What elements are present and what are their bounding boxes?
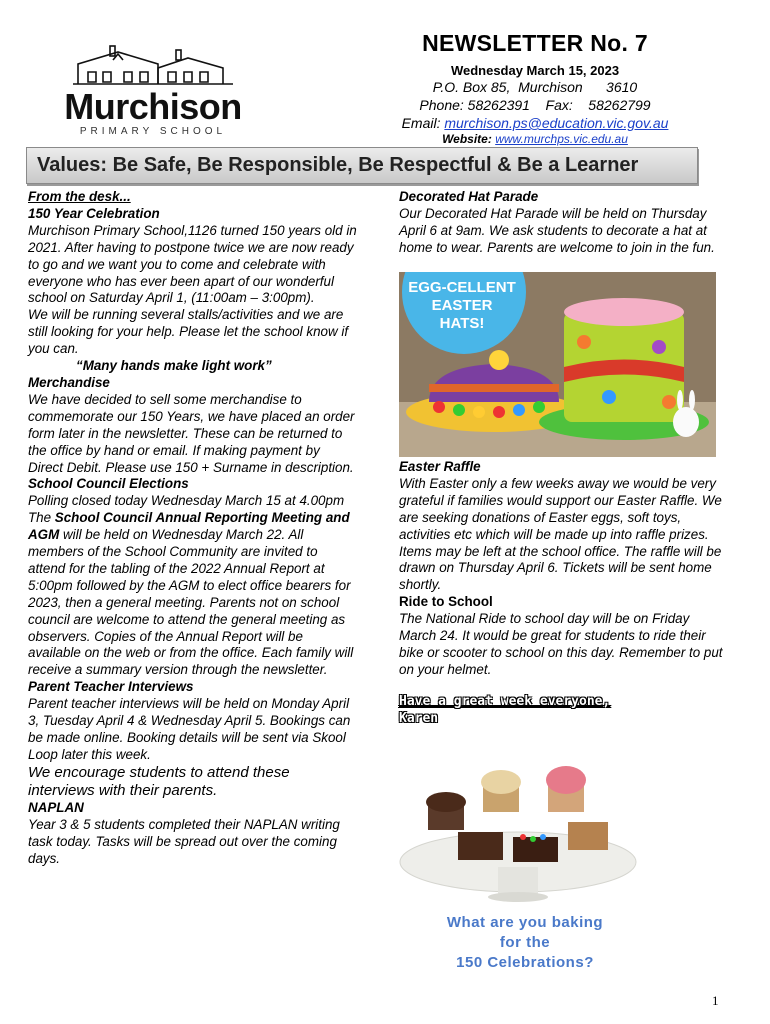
- website-line: [380, 132, 690, 146]
- email-link[interactable]: murchison.ps@education.vic.gov.au: [444, 115, 669, 131]
- hat-text: Our Decorated Hat Parade will be held on Thursday April 6 at 9am. We ask students to decorate a hat at home to wear. Parents are welcome to join in the fun.: [399, 205, 715, 255]
- phone-fax: Phone: 58262391 Fax: 58262799: [419, 97, 651, 113]
- agm-text: will be held on Wednesday March 22. All members of the School Community are invited to attend for the tabling of the 2022 Annual Report at 5:00pm followed by the AGM to elect office bearers for 2023, then a general meeting. Parents not on school council are welcome to attend the general meeting as observers. Copies of the Annual Report will be available on the web or from the office. Each family will receive a summary version through the newsletter.: [28, 527, 354, 678]
- pti-heading: Parent Teacher Interviews: [28, 679, 194, 695]
- left-column: [28, 189, 358, 867]
- celebration-text: Murchison Primary School,1126 turned 150 years old in 2021. After having to postpone twice we are now ready to go and we want you to come and celebrate with everyone who has ever been apart of our wonderful school on Saturday April 1, (11:00am – 3:00pm).: [28, 222, 357, 306]
- quote-text: “Many hands make light work”: [76, 358, 272, 374]
- hat-heading: Decorated Hat Parade: [399, 189, 539, 204]
- easter-hats-illustration: [399, 272, 716, 457]
- baking-line-3: 150 Celebrations?: [456, 954, 594, 971]
- naplan-text: Year 3 & 5 students completed their NAPLAN writing task today. Tasks will be spread out over the coming days.: [28, 816, 340, 866]
- raffle-heading: Easter Raffle: [399, 459, 481, 474]
- baking-caption: [430, 913, 620, 973]
- page-number: 1: [712, 993, 719, 1008]
- merchandise-text: We have decided to sell some merchandise to commemorate our 150 Years, we have placed an order form later in the newsletter. These can be returned to the office by hand or email. If making payment by Direct Debit. Please use 150 + Surname in description.: [28, 391, 355, 475]
- baking-line-2: for the: [499, 934, 551, 951]
- newsletter-date: Wednesday March 15, 2023: [450, 63, 620, 78]
- council-heading: School Council Elections: [28, 476, 189, 492]
- baking-line-1: What are you baking: [446, 914, 604, 931]
- right-column-top: [399, 189, 729, 257]
- naplan-heading: NAPLAN: [28, 799, 84, 815]
- masthead: [380, 30, 690, 146]
- celebration-heading: 150 Year Celebration: [28, 205, 160, 221]
- values-banner-text: Values: Be Safe, Be Responsible, Be Respectful & Be a Learner: [37, 154, 639, 176]
- postal-address: P.O. Box 85, Murchison 3610: [432, 79, 638, 95]
- stalls-text: We will be running several stalls/activities and we are still looking for your help. Please let the school know if you can.: [28, 307, 349, 357]
- encourage-text: We encourage students to attend these interviews with their parents.: [28, 763, 290, 799]
- raffle-text: With Easter only a few weeks away we would be very grateful if families would support our Easter Raffle. We are seeking donations of Easter eggs, soft toys, activities etc which will be made up into raffle prizes. Items may be left at the school office. The raffle will be drawn on Thursday April 6. Tickets will be sent home shortly.: [399, 475, 722, 593]
- email-label: Email:: [401, 115, 445, 131]
- hat-image-line-3: HATS!: [439, 315, 485, 332]
- hat-image-line-1: EGG-CELLENT: [408, 279, 516, 296]
- agm-paragraph: [28, 510, 358, 679]
- hat-image-line-2: EASTER: [431, 297, 493, 314]
- easter-hats-image: [399, 272, 716, 457]
- ride-text: The National Ride to school day will be on Friday March 24. It would be great for students to ride their bike or scooter to school on this day. Remember to put on your helmet.: [399, 611, 723, 677]
- newsletter-title: NEWSLETTER No. 7: [422, 30, 648, 56]
- council-text: Polling closed today Wednesday March 15 at 4.00pm: [28, 493, 345, 509]
- email-line: [380, 114, 690, 132]
- cupcakes-image: [398, 742, 638, 902]
- logo-subtitle: PRIMARY SCHOOL: [79, 126, 227, 137]
- logo-wordmark: Murchison: [64, 86, 242, 127]
- from-desk-heading: From the desk...: [28, 189, 131, 204]
- right-column-middle: [399, 459, 729, 679]
- pti-text: Parent teacher interviews will be held on Monday April 3, Tuesday April 4 & Wednesday April 5. Bookings can be made online. Booking details will be sent via Skool Loop later this week.: [28, 696, 351, 762]
- merchandise-heading: Merchandise: [28, 374, 110, 390]
- values-banner: [26, 147, 698, 184]
- agm-prefix: The: [28, 510, 55, 526]
- ride-heading: Ride to School: [399, 594, 493, 610]
- signoff-text: Have a great week everyone,: [399, 694, 611, 709]
- signature-text: Karen: [399, 711, 439, 726]
- agm-bold: School Council Annual Reporting Meeting and AGM: [28, 510, 350, 543]
- signoff-block: [399, 693, 610, 727]
- website-label: Website:: [442, 132, 496, 146]
- website-link[interactable]: www.murchps.vic.edu.au: [495, 132, 628, 146]
